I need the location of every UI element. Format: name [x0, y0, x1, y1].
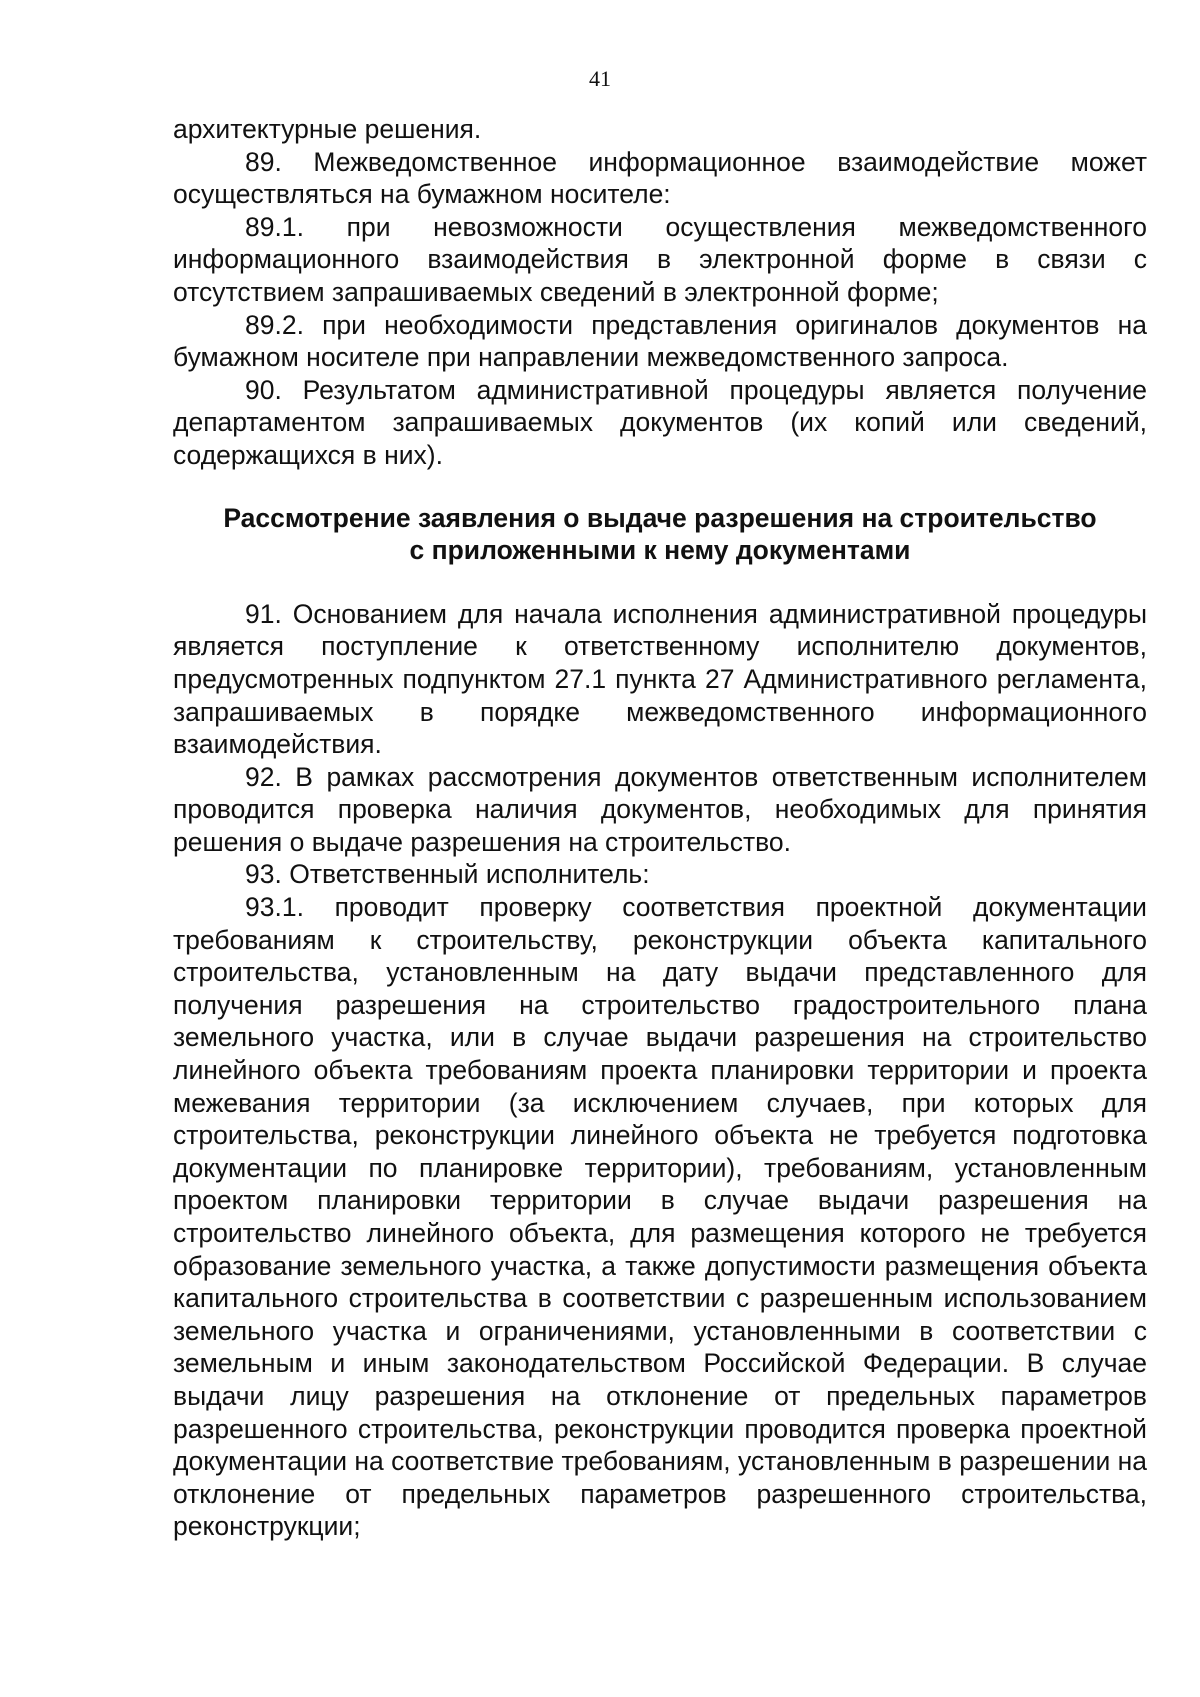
document-body	[173, 113, 1147, 1543]
paragraph-93: 93. Ответственный исполнитель:	[245, 859, 650, 890]
paragraph-93-1: 93.1. проводит проверку соответствия проектной документации требованиям к строительству, реконструкции объекта капитального строительства, установленным на дату выдачи представленного для получения разрешения на строительство градостроительного плана земельного участка, или в случае выдачи разрешения на строительство линейного объекта требованиям проекта планировки территории и проекта межевания территории (за исключением случаев, при которых для строительства, реконструкции линейного объекта не требуется подготовка документации по планировке территории), требованиям, установленным проектом планировки территории в случае выдачи разрешения на строительство линейного объекта, для размещения которого не требуется образование земельного участка, а также допустимости размещения объекта капитального строительства в соответствии с разрешенным использованием земельного участка и ограничениями, установленными в соответствии с земельным и иным законодательством Российской Федерации. В случае выдачи лицу разрешения на отклонение от предельных параметров разрешенного строительства, реконструкции проводится проверка проектной документации на соответствие требованиям, установленным в разрешении на отклонение от предельных параметров разрешенного строительства, реконструкции;	[173, 892, 1147, 1542]
paragraph-91: 91. Основанием для начала исполнения административной процедуры является поступление к ответственному исполнителю документов, предусмотренных подпунктом 27.1 пункта 27 Административного регламента, запрашиваемых в порядке межведомственного информационного взаимодействия.	[173, 598, 1147, 760]
section-heading-line-2: с приложенными к нему документами	[409, 535, 911, 566]
paragraph-90: 90. Результатом административной процедуры является получение департаментом запрашиваемых документов (их копий или сведений, содержащихся в них).	[173, 374, 1147, 470]
section-heading	[173, 502, 1147, 567]
paragraph-92: 92. В рамках рассмотрения документов ответственным исполнителем проводится проверка наличия документов, необходимых для принятия решения о выдаче разрешения на строительство.	[173, 761, 1147, 857]
paragraph-89: 89. Межведомственное информационное взаимодействие может осуществляться на бумажном носителе:	[173, 146, 1147, 210]
paragraph-continuation: архитектурные решения.	[173, 114, 482, 144]
paragraph-89-1: 89.1. при невозможности осуществления межведомственного информационного взаимодействия в электронной форме в связи с отсутствием запрашиваемых сведений в электронной форме;	[173, 211, 1147, 307]
section-heading-line-1: Рассмотрение заявления о выдаче разрешения на строительство	[223, 502, 1097, 533]
paragraph-89-2: 89.2. при необходимости представления оригиналов документов на бумажном носителе при направлении межведомственного запроса.	[173, 309, 1147, 373]
page-number: 41	[589, 66, 611, 91]
